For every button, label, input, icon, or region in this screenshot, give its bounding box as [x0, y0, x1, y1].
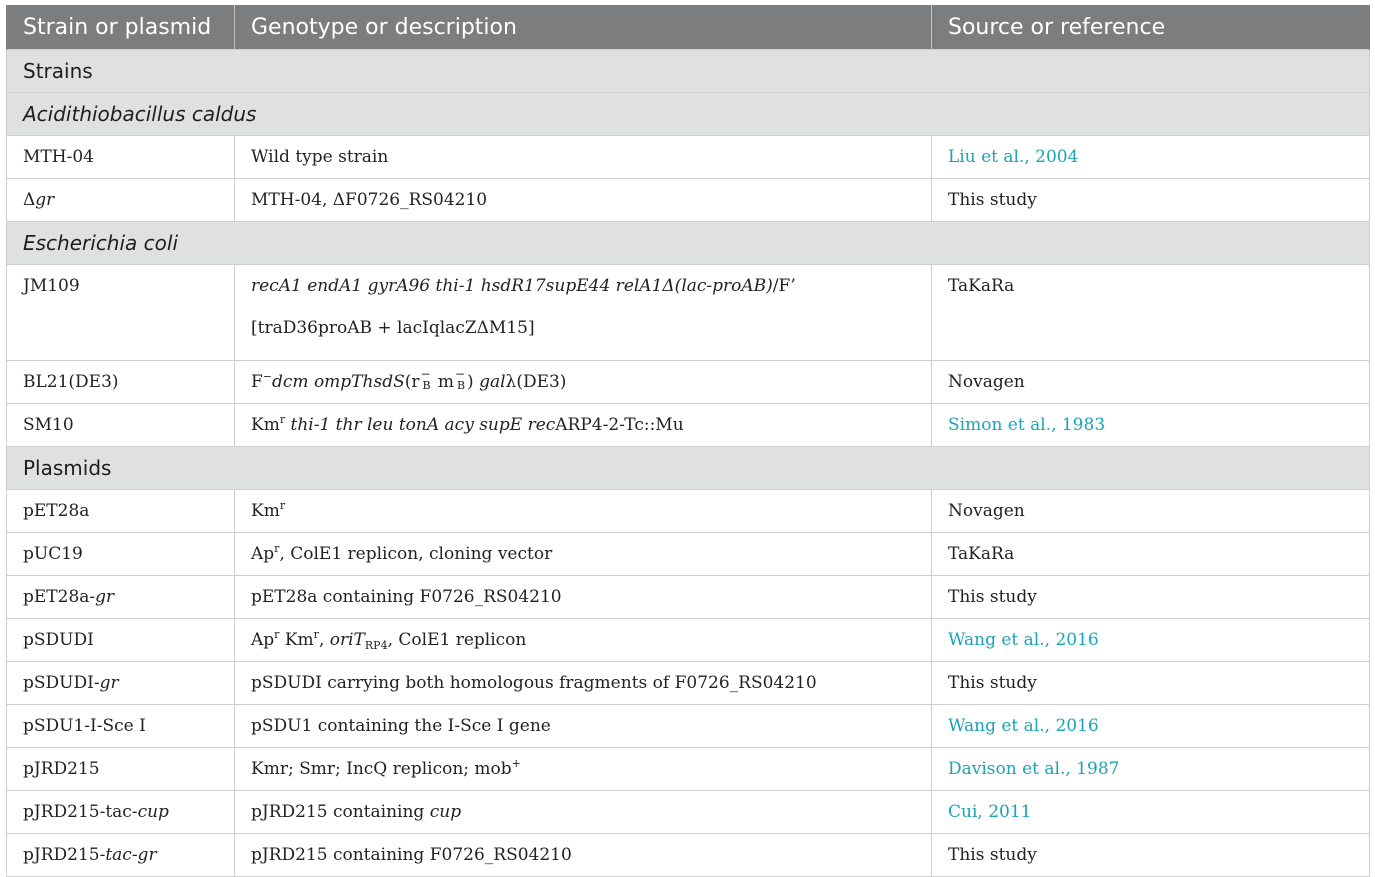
- table-row: [7, 404, 1370, 447]
- table-row: [7, 533, 1370, 576]
- strain-name-text: JM109: [23, 276, 80, 296]
- table-row: [7, 179, 1370, 222]
- section-row-acidithiobacillus: [7, 93, 1370, 136]
- genotype-part: Km: [279, 630, 314, 650]
- genotype-tail: /F’: [772, 276, 796, 296]
- superscript: r: [274, 628, 280, 641]
- table-row: [7, 265, 1370, 361]
- strains-plasmids-table: [6, 5, 1370, 877]
- name-italic: tac-gr: [105, 845, 157, 865]
- source-cell: [932, 404, 1370, 447]
- superscript: r: [279, 499, 286, 512]
- table-header-row: [7, 5, 1370, 50]
- section-label: Strains: [7, 50, 1370, 93]
- genotype-cell: [235, 265, 932, 361]
- source-cell: [932, 265, 1370, 361]
- name-prefix: pJRD215-tac-: [23, 802, 138, 822]
- source-cell: This study: [932, 576, 1370, 619]
- reference-link[interactable]: Simon et al., 1983: [948, 415, 1106, 435]
- genotype-cell: pET28a containing F0726_RS04210: [235, 576, 932, 619]
- name-italic: cup: [137, 802, 169, 822]
- reference-link[interactable]: Davison et al., 1987: [948, 759, 1120, 779]
- source-cell: [932, 748, 1370, 791]
- genotype-cell: [235, 748, 932, 791]
- plasmid-name: [7, 791, 235, 834]
- table-row: [7, 705, 1370, 748]
- sup-sub-pair: [420, 367, 433, 392]
- genotype-part: Kmr; Smr; IncQ replicon; mob: [251, 759, 512, 779]
- plasmid-name: pJRD215: [7, 748, 235, 791]
- source-text: TaKaRa: [948, 276, 1015, 296]
- superscript: −: [262, 370, 273, 383]
- table-row: [7, 748, 1370, 791]
- section-row-ecoli: [7, 222, 1370, 265]
- name-prefix: Δ: [23, 190, 36, 210]
- source-cell: This study: [932, 834, 1370, 877]
- genotype-italic: dcm ompThsdS: [272, 372, 405, 392]
- sup-sub-pair: [454, 367, 467, 392]
- superscript: r: [274, 542, 280, 555]
- source-cell: This study: [932, 179, 1370, 222]
- header-genotype-or-description: Genotype or description: [235, 5, 932, 50]
- table-row: [7, 576, 1370, 619]
- table-row: [7, 490, 1370, 533]
- reference-link[interactable]: Wang et al., 2016: [948, 630, 1099, 650]
- source-cell: [932, 619, 1370, 662]
- subscript: B: [457, 379, 466, 392]
- reference-link[interactable]: Cui, 2011: [948, 802, 1032, 822]
- name-prefix: pSDUDI-: [23, 673, 100, 693]
- plasmid-name: [7, 576, 235, 619]
- genotype-part: ): [467, 372, 480, 392]
- table-row: [7, 619, 1370, 662]
- genotype-part: (r: [404, 372, 420, 392]
- superscript: −: [455, 367, 466, 381]
- plasmid-name: pSDUDI: [7, 619, 235, 662]
- superscript: +: [511, 757, 521, 770]
- genotype-cell: [235, 619, 932, 662]
- genotype-cell: pJRD215 containing F0726_RS04210: [235, 834, 932, 877]
- table-row: [7, 136, 1370, 179]
- subscript: RP4: [364, 639, 388, 652]
- genotype-cell: pSDUDI carrying both homologous fragments of F0726_RS04210: [235, 662, 932, 705]
- genotype-line-1: [251, 265, 931, 307]
- section-label: Escherichia coli: [7, 222, 1370, 265]
- source-cell: Novagen: [932, 490, 1370, 533]
- genotype-line-2: [traD36proAB + lacIqlacZΔM15]: [251, 318, 535, 338]
- name-prefix: pJRD215-: [23, 845, 106, 865]
- genotype-part: m: [432, 372, 455, 392]
- header-strain-or-plasmid: Strain or plasmid: [7, 5, 235, 50]
- genotype-cell: [235, 404, 932, 447]
- source-cell: This study: [932, 662, 1370, 705]
- table-row: [7, 662, 1370, 705]
- genotype-part: ARP4-2-Tc::Mu: [555, 415, 684, 435]
- section-row-plasmids: [7, 447, 1370, 490]
- genotype-cell: [235, 791, 932, 834]
- name-italic: gr: [35, 190, 55, 210]
- source-cell: [932, 705, 1370, 748]
- genotype-cell: pSDU1 containing the I-Sce I gene: [235, 705, 932, 748]
- name-italic: gr: [95, 587, 115, 607]
- table-row: [7, 791, 1370, 834]
- section-row-strains: [7, 50, 1370, 93]
- genotype-italic: cup: [429, 802, 462, 822]
- genotype-part: , ColE1 replicon: [387, 630, 527, 650]
- source-cell: Novagen: [932, 361, 1370, 404]
- genotype-italic: thi-1 thr leu tonA acy supE rec: [290, 415, 556, 435]
- genotype-cell: Wild type strain: [235, 136, 932, 179]
- genotype-italic: gal: [479, 372, 506, 392]
- reference-link[interactable]: Liu et al., 2004: [948, 147, 1079, 167]
- plasmid-name: pET28a: [7, 490, 235, 533]
- table-row: [7, 834, 1370, 877]
- section-label: Plasmids: [7, 447, 1370, 490]
- section-label: Acidithiobacillus caldus: [7, 93, 1370, 136]
- genotype-cell: MTH-04, ΔF0726_RS04210: [235, 179, 932, 222]
- strain-name: MTH-04: [7, 136, 235, 179]
- superscript: r: [279, 413, 286, 426]
- plasmid-name: [7, 662, 235, 705]
- strain-name: [7, 265, 235, 361]
- strain-name: SM10: [7, 404, 235, 447]
- genotype-part: Ap: [251, 544, 275, 564]
- genotype-part: pJRD215 containing: [251, 802, 430, 822]
- strains-plasmids-table-container: [6, 5, 1369, 877]
- genotype-cell: [235, 490, 932, 533]
- header-source-or-reference: Source or reference: [932, 5, 1370, 50]
- genotype-cell: [235, 361, 932, 404]
- name-italic: gr: [99, 673, 119, 693]
- genotype-part: , ColE1 replicon, cloning vector: [279, 544, 553, 564]
- plasmid-name: [7, 834, 235, 877]
- strain-name: BL21(DE3): [7, 361, 235, 404]
- superscript: r: [313, 628, 319, 641]
- genotype-cell: [235, 533, 932, 576]
- source-cell: [932, 791, 1370, 834]
- strain-name: [7, 179, 235, 222]
- genotype-italic: oriT: [329, 630, 365, 650]
- genotype-part: λ(DE3): [505, 372, 567, 392]
- genotype-part: Km: [251, 501, 280, 521]
- genotype-italic: recA1 endA1 gyrA96 thi-1 hsdR17supE44 relA1Δ(lac-proAB): [251, 276, 773, 296]
- superscript: −: [420, 367, 431, 381]
- genotype-part: F: [251, 372, 263, 392]
- plasmid-name: pUC19: [7, 533, 235, 576]
- reference-link[interactable]: Wang et al., 2016: [948, 716, 1099, 736]
- genotype-part: Km: [251, 415, 280, 435]
- genotype-part: Ap: [251, 630, 275, 650]
- source-cell: [932, 136, 1370, 179]
- source-cell: TaKaRa: [932, 533, 1370, 576]
- plasmid-name: pSDU1-I-Sce I: [7, 705, 235, 748]
- name-prefix: pET28a-: [23, 587, 96, 607]
- table-row: [7, 361, 1370, 404]
- genotype-part: ,: [318, 630, 330, 650]
- subscript: B: [422, 379, 431, 392]
